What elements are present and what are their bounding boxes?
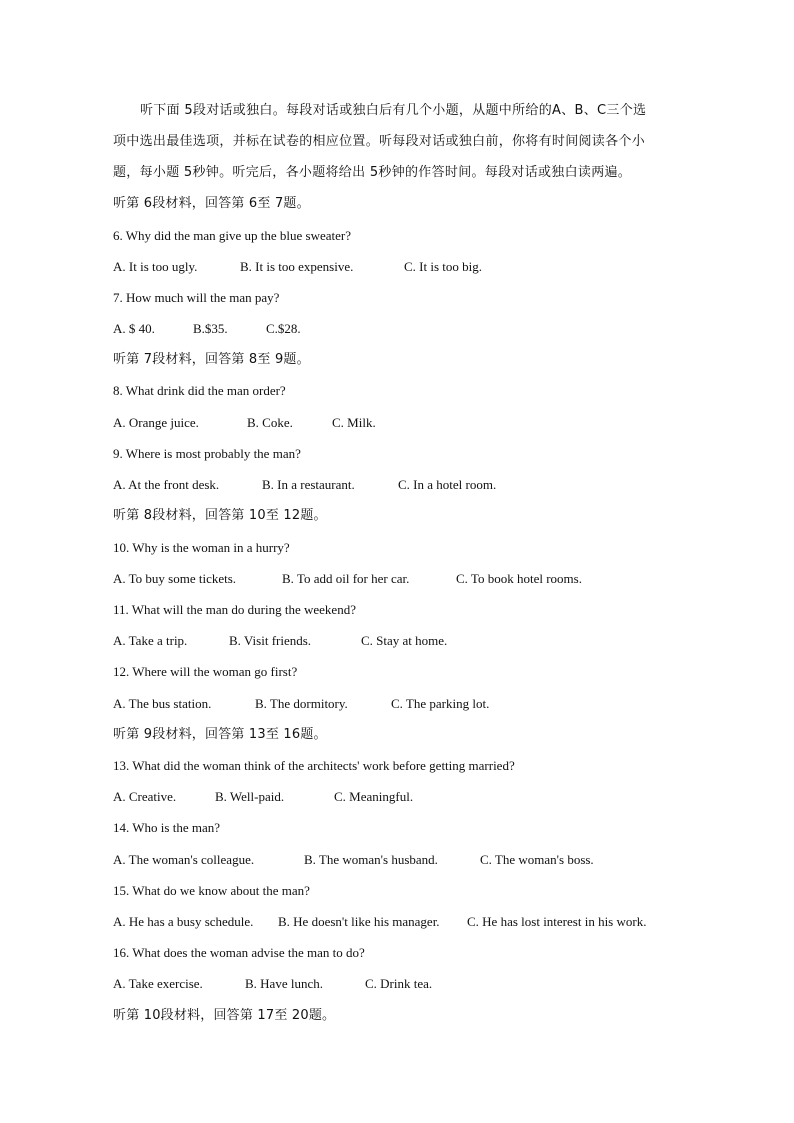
- option-15c: C. He has lost interest in his work.: [467, 914, 647, 929]
- option-16a: A. Take exercise.: [113, 976, 203, 991]
- question-6: 6. Why did the man give up the blue sweater?: [113, 228, 352, 243]
- option-15b: B. He doesn't like his manager.: [278, 914, 440, 929]
- option-11c: C. Stay at home.: [361, 633, 448, 648]
- option-9a: A. At the front desk.: [113, 477, 220, 492]
- option-9c: C. In a hotel room.: [398, 477, 497, 492]
- option-6a: A. It is too ugly.: [113, 259, 198, 274]
- option-16b: B. Have lunch.: [245, 976, 323, 991]
- question-8: 8. What drink did the man order?: [113, 383, 286, 398]
- option-7b: B.$35.: [193, 321, 228, 336]
- option-13c: C. Meaningful.: [334, 789, 414, 804]
- question-11: 11. What will the man do during the weekend?: [113, 602, 356, 617]
- question-9: 9. Where is most probably the man?: [113, 446, 301, 461]
- question-12: 12. Where will the woman go first?: [113, 664, 298, 679]
- question-7: 7. How much will the man pay?: [113, 290, 280, 305]
- section-heading-6: 听第 6段材料，回答第 6至 7题。: [113, 196, 310, 211]
- option-8c: C. Milk.: [332, 415, 376, 430]
- option-12a: A. The bus station.: [113, 696, 212, 711]
- question-16: 16. What does the woman advise the man to do?: [113, 945, 365, 960]
- option-8a: A. Orange juice.: [113, 415, 199, 430]
- option-14a: A. The woman's colleague.: [113, 852, 255, 867]
- intro-line-3: 题，每小题 5秒钟。听完后，各小题将给出 5秒钟的作答时间。每段对话或独白读两遍。: [113, 165, 632, 180]
- section-heading-7: 听第 7段材料，回答第 8至 9题。: [113, 352, 310, 367]
- question-15: 15. What do we know about the man?: [113, 883, 310, 898]
- option-11a: A. Take a trip.: [113, 633, 188, 648]
- section-heading-9: 听第 9段材料，回答第 13至 16题。: [113, 727, 327, 742]
- section-heading-8: 听第 8段材料，回答第 10至 12题。: [113, 508, 327, 523]
- question-14: 14. Who is the man?: [113, 820, 220, 835]
- option-12b: B. The dormitory.: [255, 696, 348, 711]
- option-9b: B. In a restaurant.: [262, 477, 355, 492]
- option-6c: C. It is too big.: [404, 259, 483, 274]
- intro-line-2: 项中选出最佳选项，并标在试卷的相应位置。听每段对话或独白前，你将有时间阅读各个小: [113, 134, 646, 149]
- section-heading-10: 听第 10段材料，回答第 17至 20题。: [113, 1008, 336, 1023]
- option-7c: C.$28.: [266, 321, 301, 336]
- option-16c: C. Drink tea.: [365, 976, 433, 991]
- option-10b: B. To add oil for her car.: [282, 571, 410, 586]
- option-6b: B. It is too expensive.: [240, 259, 354, 274]
- option-7a: A. $ 40.: [113, 321, 155, 336]
- option-13a: A. Creative.: [113, 789, 177, 804]
- option-12c: C. The parking lot.: [391, 696, 490, 711]
- option-10a: A. To buy some tickets.: [113, 571, 237, 586]
- option-10c: C. To book hotel rooms.: [456, 571, 582, 586]
- option-8b: B. Coke.: [247, 415, 293, 430]
- question-13: 13. What did the woman think of the architects' work before getting married?: [113, 758, 515, 773]
- option-14c: C. The woman's boss.: [480, 852, 594, 867]
- intro-line-1: 听下面 5段对话或独白。每段对话或独白后有几个小题，从题中所给的A、B、C三个选: [140, 103, 647, 118]
- option-13b: B. Well-paid.: [215, 789, 285, 804]
- option-15a: A. He has a busy schedule.: [113, 914, 254, 929]
- option-11b: B. Visit friends.: [229, 633, 312, 648]
- option-14b: B. The woman's husband.: [304, 852, 438, 867]
- question-10: 10. Why is the woman in a hurry?: [113, 540, 290, 555]
